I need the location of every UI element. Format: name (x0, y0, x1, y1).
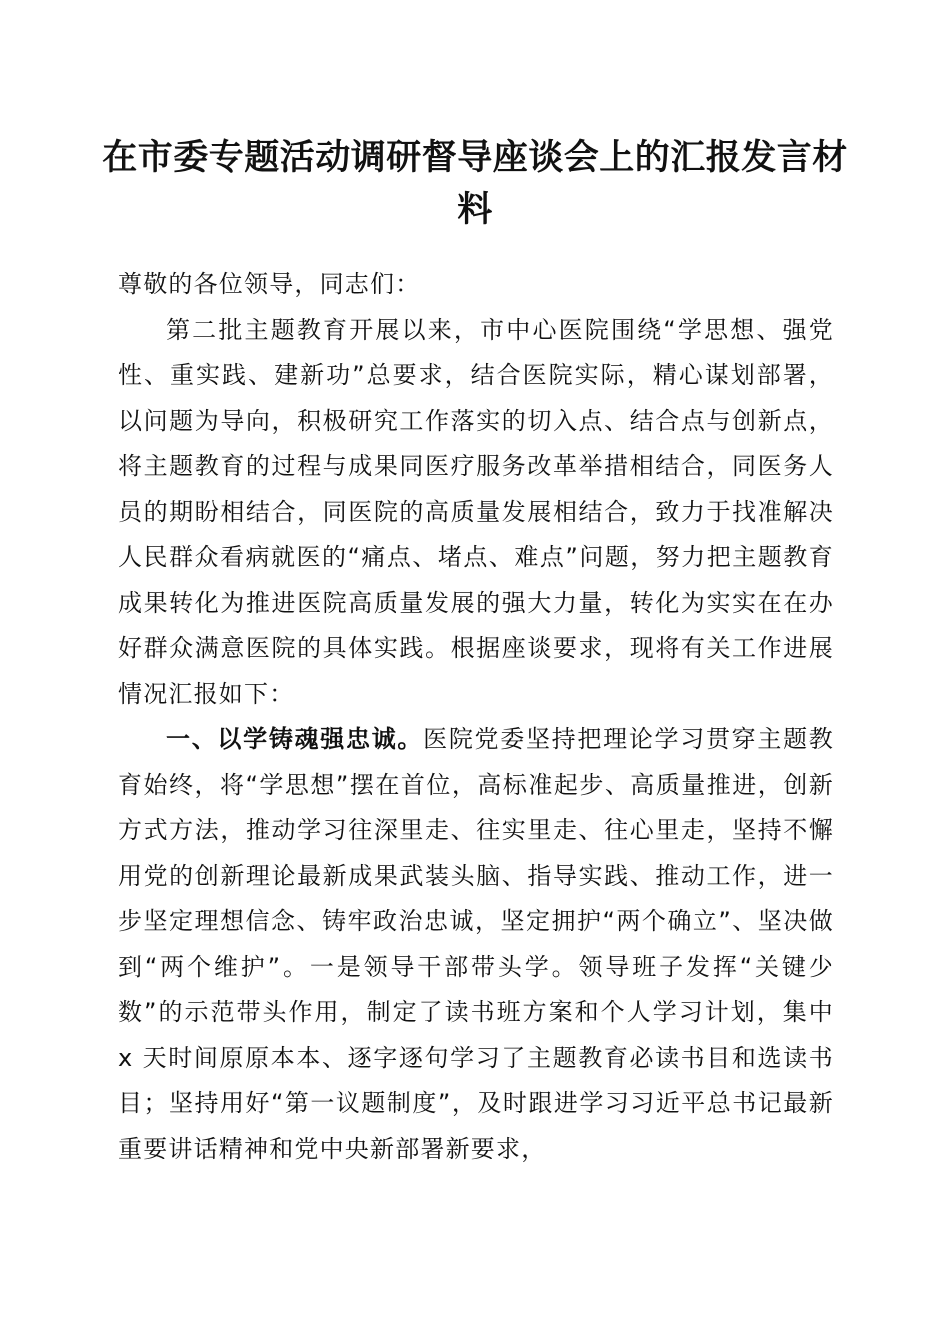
paragraph-intro (118, 308, 834, 718)
document-body (118, 262, 834, 1172)
section-1-heading: 一、以学铸魂强忠诚。 (166, 725, 424, 753)
document-title: 在市委专题活动调研督导座谈会上的汇报发言材料 (102, 137, 848, 230)
section-1-text: 医院党委坚持把理论学习贯穿主题教育始终，将“学思想”摆在首位，高标准起步、高质量推进，创新方式方法，推动学习往深里走、往实里走、往心里走，坚持不懈用党的创新理论最新成果武装头脑、指导实践、推动工作，进一步坚定理想信念、铸牢政治忠诚，坚定拥护“两个确立”、坚决做到“两个维护”。一是领导干部带头学。领导班子发挥“关键少数”的示范带头作用，制定了读书班方案和个人学习计划，集中 x 天时间原原本本、逐字逐句学习了主题教育必读书目和选读书目；坚持用好“第一议题制度”，及时跟进学习习近平总书记最新重要讲话精神和党中央新部署新要求， (118, 725, 835, 1163)
paragraph-section-1 (118, 717, 834, 1172)
paragraph-intro-text: 第二批主题教育开展以来，市中心医院围绕“学思想、强党性、重实践、建新功”总要求，结合医院实际，精心谋划部署，以问题为导向，积极研究工作落实的切入点、结合点与创新点，将主题教育的过程与成果同医疗服务改革举措相结合，同医务人员的期盼相结合，同医院的高质量发展相结合，致力于找准解决人民群众看病就医的“痛点、堵点、难点”问题，努力把主题教育成果转化为推进医院高质量发展的强大力量，转化为实实在在办好群众满意医院的具体实践。根据座谈要求，现将有关工作进展情况汇报如下： (118, 315, 834, 708)
salutation: 尊敬的各位领导，同志们： (118, 270, 421, 298)
